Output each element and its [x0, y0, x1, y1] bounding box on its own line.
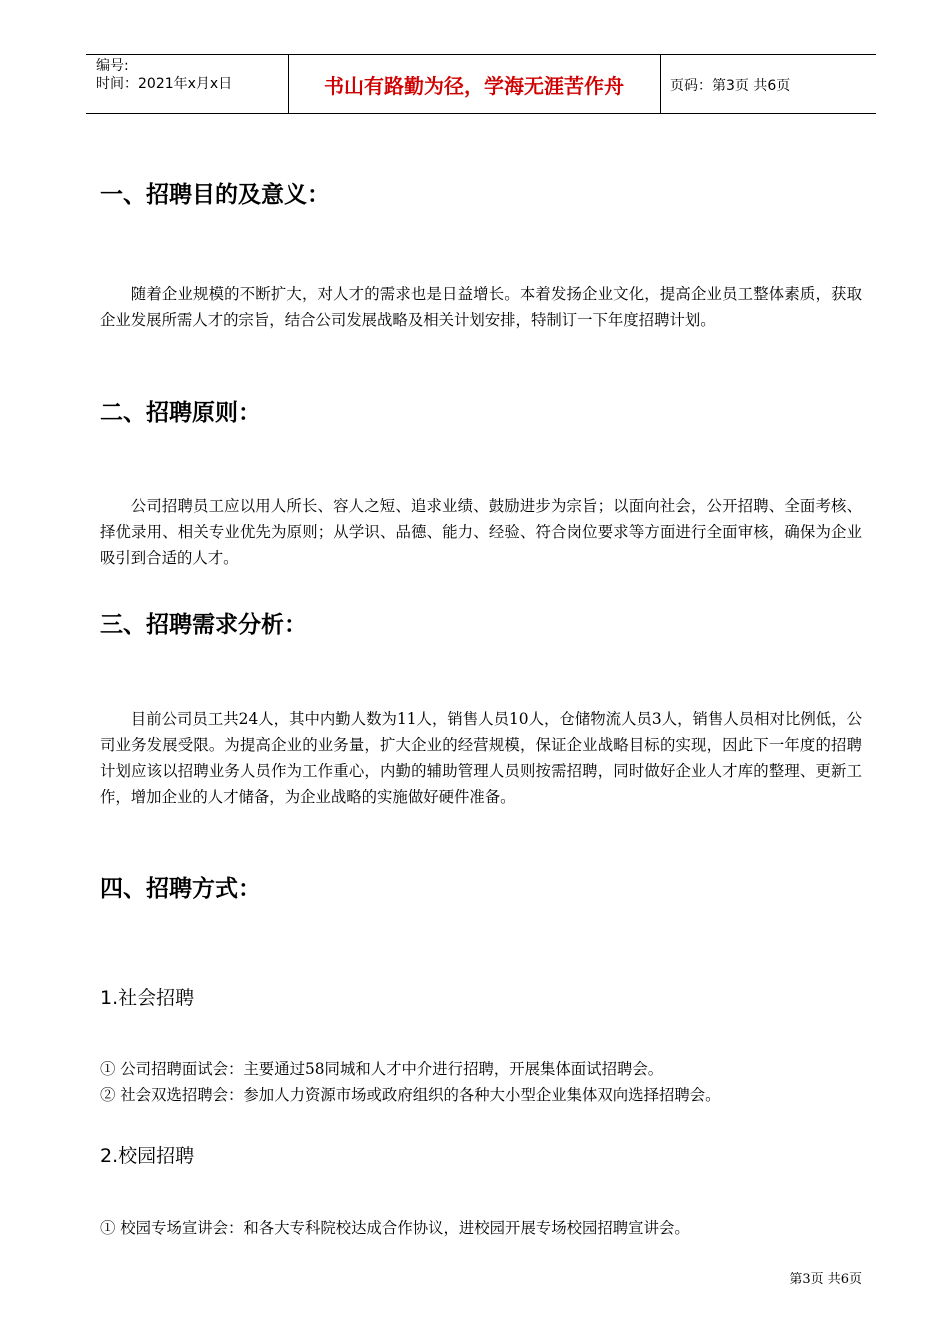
section-paragraph-principles: 公司招聘员工应以用人所长、容人之短、追求业绩、鼓励进步为宗旨；以面向社会，公开招聘、全面考核、择优录用、相关专业优先为原则；从学识、品德、能力、经验、符合岗位要求等方面进行全面审核，确保为企业吸引到合适的人才。 [100, 497, 862, 567]
section-heading-purpose: 一、招聘目的及意义： [100, 182, 330, 208]
list-item: ① 公司招聘面试会：主要通过58同城和人才中介进行招聘，开展集体面试招聘会。 [100, 1060, 664, 1078]
subsection-heading-social: 1.社会招聘 [100, 987, 195, 1009]
header-info [96, 57, 232, 93]
section-heading-analysis: 三、招聘需求分析： [100, 612, 307, 638]
header-page-label: 页码：第3页 共6页 [670, 78, 791, 94]
section-paragraph-analysis: 目前公司员工共24人，其中内勤人数为11人，销售人员10人，仓储物流人员3人，销售人员相对比例低，公司业务发展受限。为提高企业的业务量，扩大企业的经营规模，保证企业战略目标的实现，因此下一年度的招聘计划应该以招聘业务人员作为工作重心，内勤的辅助管理人员则按需招聘，同时做好企业人才库的整理、更新工作，增加企业的人才储备，为企业战略的实施做好硬件准备。 [100, 710, 862, 806]
list-item: ② 社会双选招聘会：参加人力资源市场或政府组织的各种大小型企业集体双向选择招聘会。 [100, 1086, 721, 1104]
header-number-label: 编号: [96, 58, 129, 74]
subsection-heading-campus: 2.校园招聘 [100, 1145, 195, 1167]
section-heading-principles: 二、招聘原则： [100, 400, 261, 426]
header-motto: 书山有路勤为径，学海无涯苦作舟 [324, 73, 624, 98]
header-time-label: 时间：2021年x月x日 [96, 76, 233, 92]
section-heading-methods: 四、招聘方式： [100, 876, 261, 902]
section-paragraph-purpose: 随着企业规模的不断扩大，对人才的需求也是日益增长。本着发扬企业文化，提高企业员工整体素质，获取企业发展所需人才的宗旨，结合公司发展战略及相关计划安排，特制订一下年度招聘计划。 [100, 285, 862, 329]
page-footer: 第3页 共6页 [789, 1272, 862, 1287]
header-divider-right [660, 55, 661, 113]
list-item: ① 校园专场宣讲会：和各大专科院校达成合作协议，进校园开展专场校园招聘宣讲会。 [100, 1219, 690, 1237]
page-header [86, 54, 876, 114]
